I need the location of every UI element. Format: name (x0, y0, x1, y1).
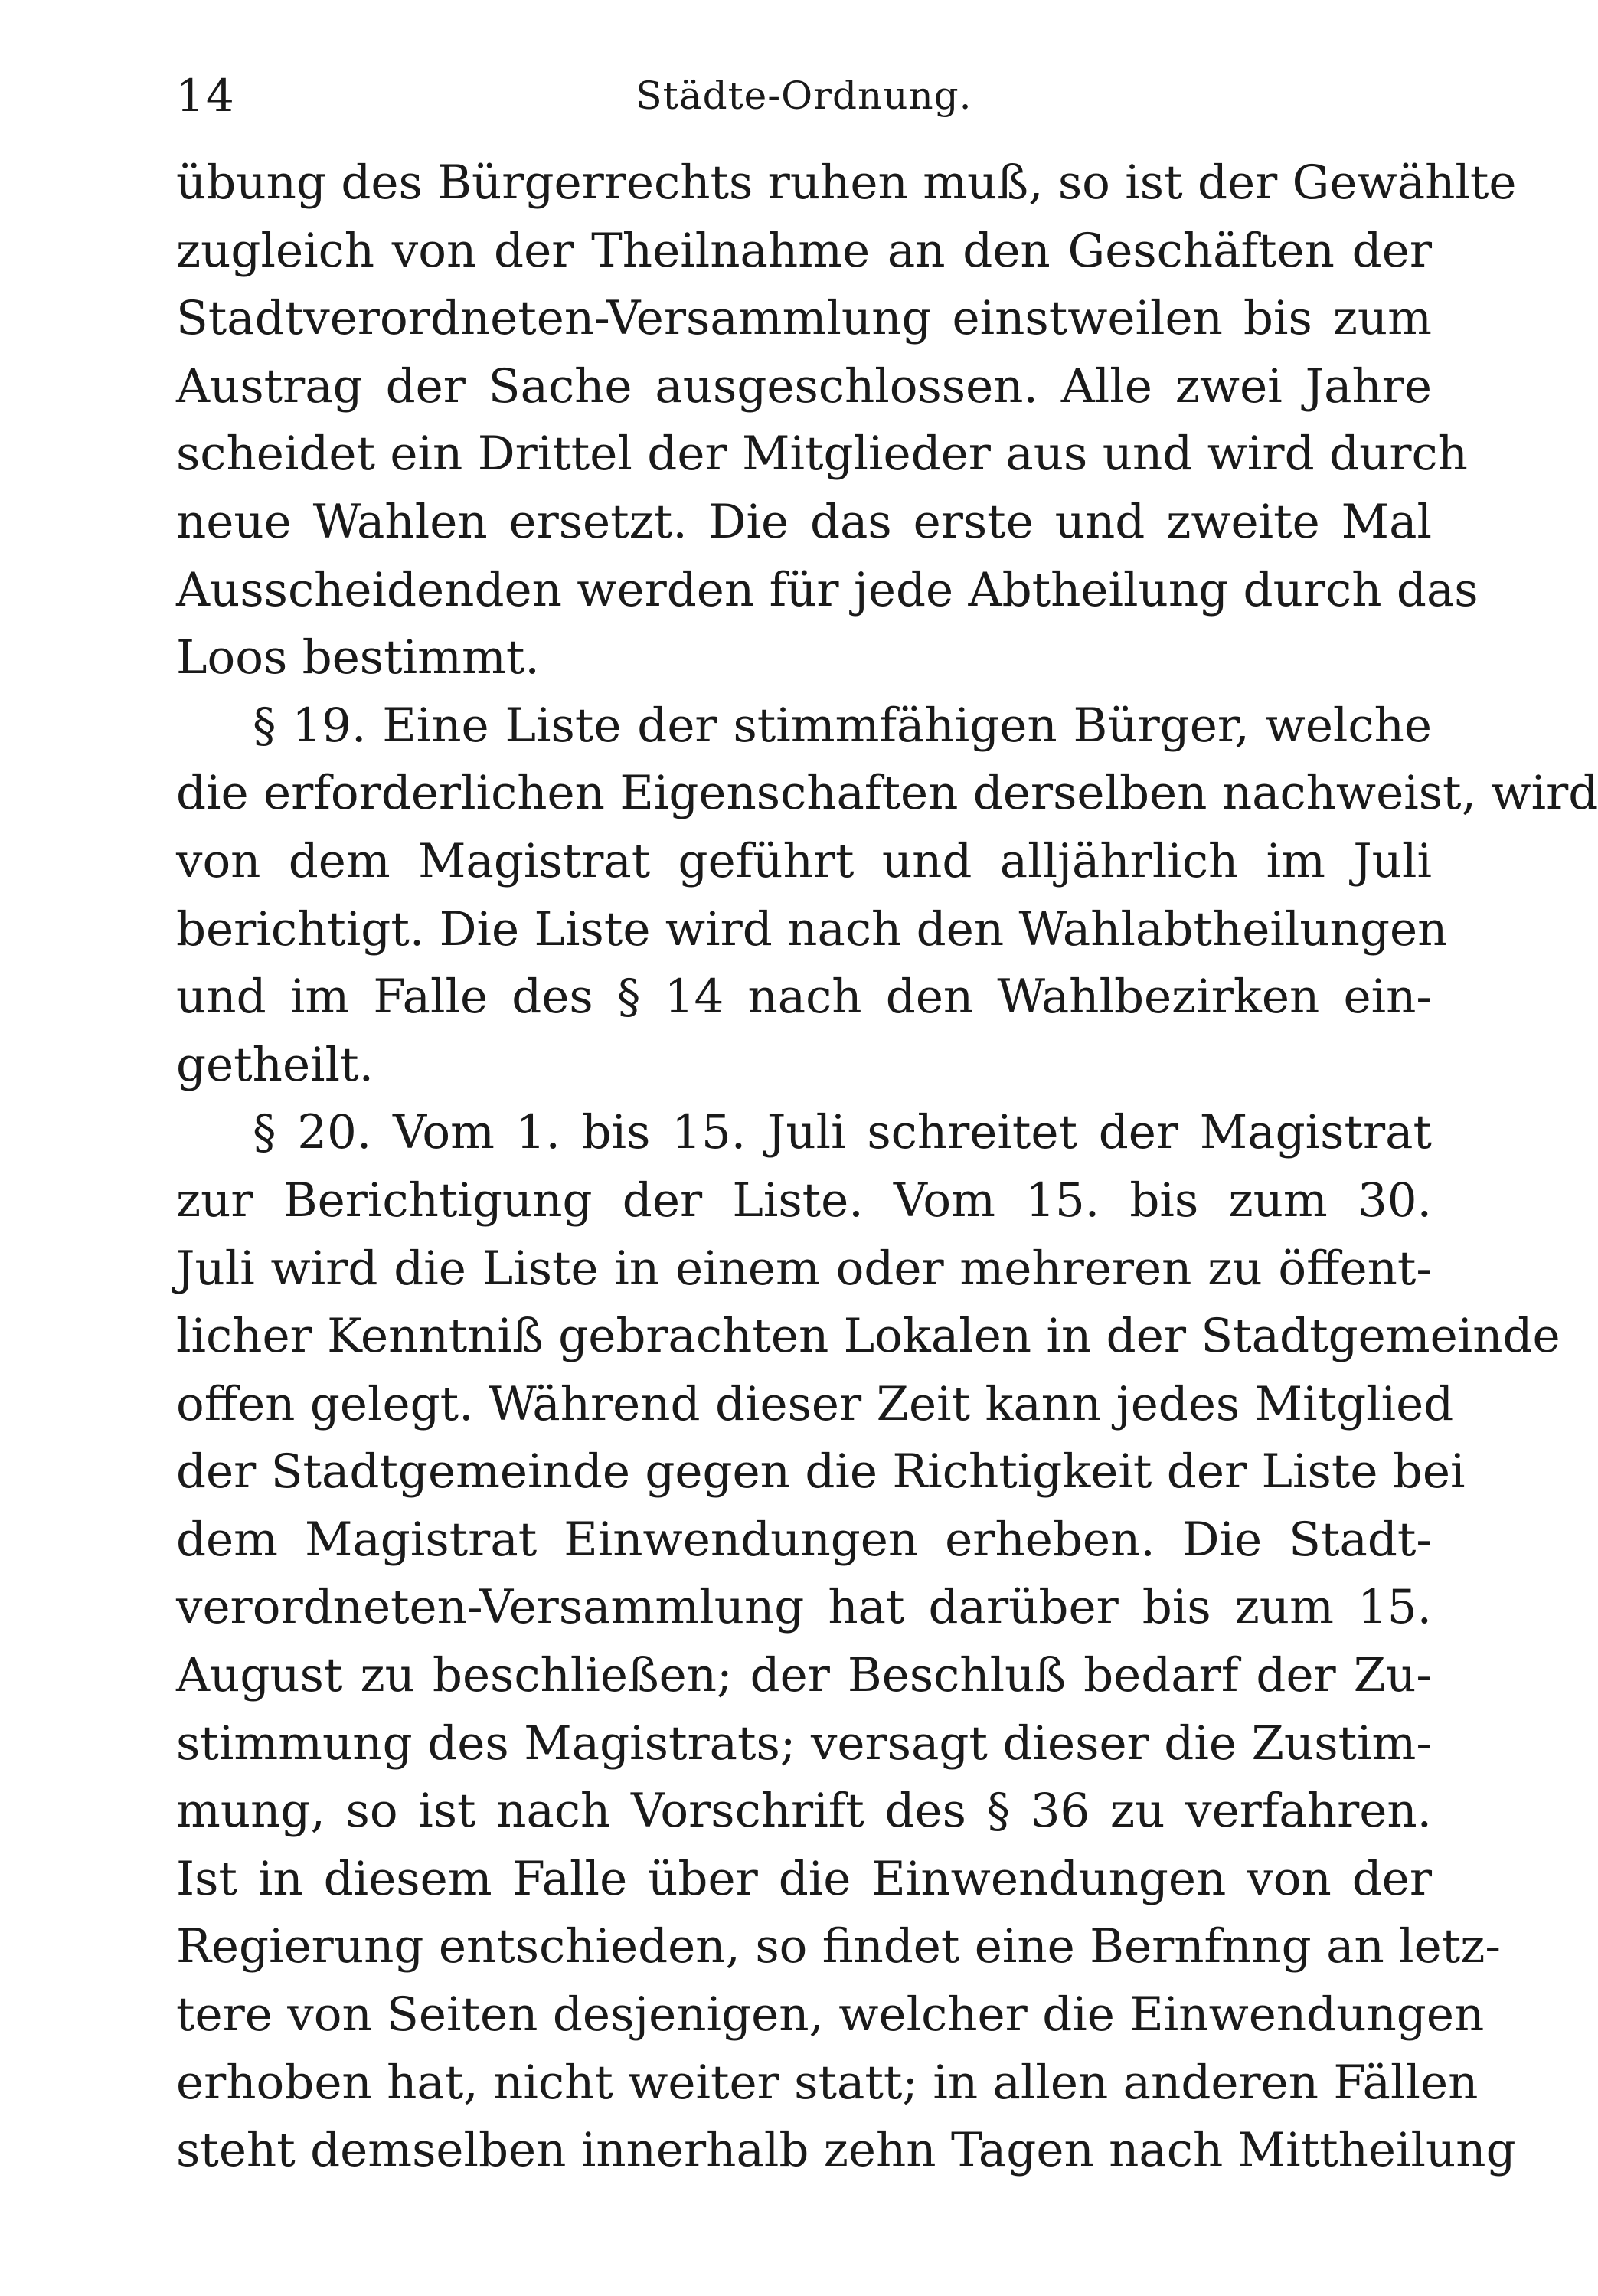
text-line: zur Berichtigung der Liste. Vom 15. bis zum 30. (176, 1173, 1432, 1228)
text-line: steht demselben innerhalb zehn Tagen nach Mittheilung (176, 2123, 1516, 2178)
text-line: dem Magistrat Einwendungen erheben. Die Stadt- (176, 1512, 1432, 1567)
text-line: die erforderlichen Eigenschaften derselben nachweist, wird (176, 766, 1598, 821)
text-line: tere von Seiten desjenigen, welcher die Einwendungen (176, 1987, 1485, 2043)
body-text (176, 149, 1598, 2185)
text-line: licher Kenntniß gebrachten Lokalen in der Stadtgemeinde (176, 1309, 1560, 1364)
section-20-heading-line: § 20. Vom 1. bis 15. Juli schreitet der Magistrat (253, 1105, 1432, 1160)
text-line: erhoben hat, nicht weiter statt; in allen anderen Fällen (176, 2055, 1479, 2110)
text-line: Loos bestimmt. (176, 630, 540, 685)
text-line: Ist in diesem Falle über die Einwendungen von der (176, 1851, 1432, 1906)
text-line: getheilt. (176, 1037, 374, 1092)
text-line: berichtigt. Die Liste wird nach den Wahlabtheilungen (176, 901, 1448, 957)
text-line: der Stadtgemeinde gegen die Richtigkeit der Liste bei (176, 1444, 1466, 1500)
text-line: August zu beschließen; der Beschluß bedarf der Zu- (176, 1648, 1432, 1703)
text-line: zugleich von der Theilnahme an den Geschäften der (176, 223, 1432, 278)
text-line: neue Wahlen ersetzt. Die das erste und zweite Mal (176, 494, 1432, 549)
text-line: verordneten-Versammlung hat darüber bis zum 15. (176, 1580, 1432, 1635)
text-line: Ausscheidenden werden für jede Abtheilung durch das (176, 562, 1479, 617)
text-line: offen gelegt. Während dieser Zeit kann jedes Mitglied (176, 1376, 1454, 1431)
page-number: 14 (176, 70, 236, 122)
text-line: und im Falle des § 14 nach den Wahlbezirken ein- (176, 970, 1432, 1025)
page-header (176, 61, 1432, 130)
section-19-heading-line: § 19. Eine Liste der stimmfähigen Bürger, welche (253, 698, 1432, 753)
text-line: von dem Magistrat geführt und alljährlich im Juli (176, 833, 1432, 888)
text-line: Juli wird die Liste in einem oder mehreren zu öffent- (176, 1241, 1432, 1296)
text-line: Austrag der Sache ausgeschlossen. Alle zwei Jahre (176, 358, 1432, 414)
text-line: mung, so ist nach Vorschrift des § 36 zu verfahren. (176, 1784, 1432, 1839)
text-line: Stadtverordneten-Versammlung einstweilen bis zum (176, 291, 1432, 346)
text-line: übung des Bürgerrechts ruhen muß, so ist der Gewählte (176, 155, 1517, 210)
text-line: Regierung entschieden, so findet eine Bernfnng an letz- (176, 1919, 1502, 1974)
text-line: stimmung des Magistrats; versagt dieser die Zustim- (176, 1715, 1432, 1771)
text-line: scheidet ein Drittel der Mitglieder aus und wird durch (176, 427, 1468, 482)
running-title: Städte-Ordnung. (636, 74, 972, 118)
